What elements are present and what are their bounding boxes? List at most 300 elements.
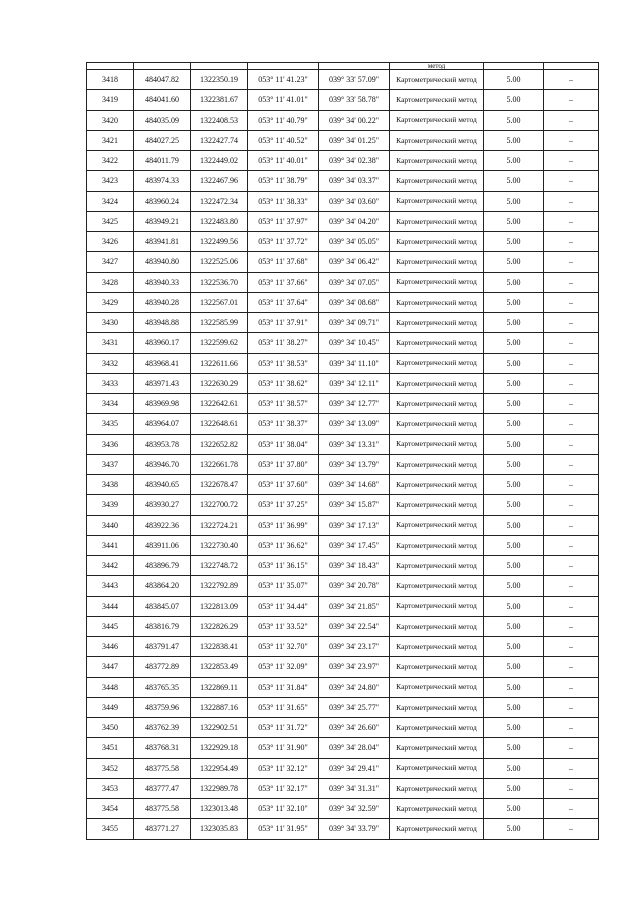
cell-longitude: 039° 34' 32.59" bbox=[319, 799, 390, 819]
cell-note: – bbox=[544, 272, 599, 292]
cell-method: Картометрический метод bbox=[390, 151, 484, 171]
cell-accuracy: 5.00 bbox=[484, 232, 544, 252]
cell-note: – bbox=[544, 637, 599, 657]
cell-longitude: 039° 34' 13.79" bbox=[319, 454, 390, 474]
cell-note: – bbox=[544, 434, 599, 454]
table-row bbox=[87, 110, 599, 130]
cell-x: 483940.80 bbox=[134, 252, 191, 272]
cell-y: 1322381.67 bbox=[191, 90, 248, 110]
cell-x: 483816.79 bbox=[134, 616, 191, 636]
cell-accuracy: 5.00 bbox=[484, 110, 544, 130]
cell-x: 484027.25 bbox=[134, 130, 191, 150]
cell-note: – bbox=[544, 70, 599, 90]
cell-longitude: 039° 34' 03.60" bbox=[319, 191, 390, 211]
cell-latitude: 053° 11' 38.27" bbox=[248, 333, 319, 353]
table-row bbox=[87, 373, 599, 393]
cell-longitude: 039° 34' 14.68" bbox=[319, 475, 390, 495]
cell-latitude: 053° 11' 41.01" bbox=[248, 90, 319, 110]
coordinates-sheet bbox=[86, 62, 598, 840]
cell-latitude: 053° 11' 35.07" bbox=[248, 576, 319, 596]
cell-y bbox=[191, 63, 248, 70]
cell-method: Картометрический метод bbox=[390, 677, 484, 697]
cell-note: – bbox=[544, 211, 599, 231]
cell-note: – bbox=[544, 475, 599, 495]
cell-longitude: 039° 34' 17.45" bbox=[319, 535, 390, 555]
cell-accuracy: 5.00 bbox=[484, 637, 544, 657]
cell-y: 1322427.74 bbox=[191, 130, 248, 150]
cell-y: 1322902.51 bbox=[191, 718, 248, 738]
cell-number: 3450 bbox=[87, 718, 134, 738]
cell-y: 1322449.02 bbox=[191, 151, 248, 171]
table-row bbox=[87, 657, 599, 677]
table-row bbox=[87, 252, 599, 272]
cell-y: 1322678.47 bbox=[191, 475, 248, 495]
cell-latitude: 053° 11' 37.66" bbox=[248, 272, 319, 292]
cell-accuracy: 5.00 bbox=[484, 677, 544, 697]
table-row bbox=[87, 90, 599, 110]
cell-method: Картометрический метод bbox=[390, 556, 484, 576]
cell-number: 3432 bbox=[87, 353, 134, 373]
cell-number: 3430 bbox=[87, 313, 134, 333]
cell-number: 3433 bbox=[87, 373, 134, 393]
cell-x: 483762.39 bbox=[134, 718, 191, 738]
table-row bbox=[87, 778, 599, 798]
cell-longitude: 039° 34' 33.79" bbox=[319, 819, 390, 839]
cell-accuracy: 5.00 bbox=[484, 333, 544, 353]
cell-number: 3434 bbox=[87, 394, 134, 414]
cell-x: 483964.07 bbox=[134, 414, 191, 434]
cell-longitude: 039° 34' 03.37" bbox=[319, 171, 390, 191]
cell-number: 3452 bbox=[87, 758, 134, 778]
cell-method: Картометрический метод bbox=[390, 799, 484, 819]
cell-accuracy: 5.00 bbox=[484, 454, 544, 474]
table-row bbox=[87, 232, 599, 252]
cell-y: 1322748.72 bbox=[191, 556, 248, 576]
cell-note: – bbox=[544, 495, 599, 515]
cell-x: 483968.41 bbox=[134, 353, 191, 373]
cell-method: Картометрический метод bbox=[390, 191, 484, 211]
table-row bbox=[87, 616, 599, 636]
table-row bbox=[87, 718, 599, 738]
cell-longitude: 039° 34' 10.45" bbox=[319, 333, 390, 353]
cell-latitude: 053° 11' 37.68" bbox=[248, 252, 319, 272]
cell-note: – bbox=[544, 778, 599, 798]
cell-accuracy: 5.00 bbox=[484, 373, 544, 393]
cell-longitude bbox=[319, 63, 390, 70]
cell-x: 483765.35 bbox=[134, 677, 191, 697]
table-row bbox=[87, 333, 599, 353]
cell-method: Картометрический метод bbox=[390, 171, 484, 191]
cell-y: 1322853.49 bbox=[191, 657, 248, 677]
cell-accuracy: 5.00 bbox=[484, 292, 544, 312]
cell-x: 483771.27 bbox=[134, 819, 191, 839]
cell-method: Картометрический метод bbox=[390, 252, 484, 272]
cell-y: 1322887.16 bbox=[191, 697, 248, 717]
cell-method: Картометрический метод bbox=[390, 333, 484, 353]
table-row bbox=[87, 353, 599, 373]
cell-method: Картометрический метод bbox=[390, 657, 484, 677]
cell-note: – bbox=[544, 454, 599, 474]
cell-method: Картометрический метод bbox=[390, 292, 484, 312]
cell-number: 3441 bbox=[87, 535, 134, 555]
cell-latitude: 053° 11' 34.44" bbox=[248, 596, 319, 616]
cell-number: 3425 bbox=[87, 211, 134, 231]
table-row bbox=[87, 475, 599, 495]
cell-y: 1322467.96 bbox=[191, 171, 248, 191]
cell-latitude: 053° 11' 36.62" bbox=[248, 535, 319, 555]
cell-number: 3418 bbox=[87, 70, 134, 90]
cell-latitude: 053° 11' 37.80" bbox=[248, 454, 319, 474]
cell-x: 483845.07 bbox=[134, 596, 191, 616]
cell-longitude: 039° 33' 58.78" bbox=[319, 90, 390, 110]
cell-longitude: 039° 34' 22.54" bbox=[319, 616, 390, 636]
cell-latitude bbox=[248, 63, 319, 70]
cell-x: 483864.20 bbox=[134, 576, 191, 596]
cell-y: 1322536.70 bbox=[191, 272, 248, 292]
cell-longitude: 039° 34' 12.11" bbox=[319, 373, 390, 393]
cell-x: 483960.17 bbox=[134, 333, 191, 353]
cell-y: 1322567.01 bbox=[191, 292, 248, 312]
table-row bbox=[87, 495, 599, 515]
cell-y: 1322525.06 bbox=[191, 252, 248, 272]
cell-method: Картометрический метод bbox=[390, 272, 484, 292]
cell-accuracy: 5.00 bbox=[484, 252, 544, 272]
cell-latitude: 053° 11' 40.79" bbox=[248, 110, 319, 130]
cell-method: Картометрический метод bbox=[390, 778, 484, 798]
table-row bbox=[87, 576, 599, 596]
cell-x: 483940.28 bbox=[134, 292, 191, 312]
cell-latitude: 053° 11' 37.97" bbox=[248, 211, 319, 231]
cell-method: метод bbox=[390, 63, 484, 70]
cell-x: 483949.21 bbox=[134, 211, 191, 231]
cell-longitude: 039° 34' 23.97" bbox=[319, 657, 390, 677]
cell-accuracy: 5.00 bbox=[484, 596, 544, 616]
cell-method: Картометрический метод bbox=[390, 454, 484, 474]
continuation-row bbox=[87, 63, 599, 70]
cell-y: 1322792.89 bbox=[191, 576, 248, 596]
cell-latitude: 053° 11' 37.60" bbox=[248, 475, 319, 495]
table-row bbox=[87, 758, 599, 778]
table-row bbox=[87, 313, 599, 333]
cell-y: 1322408.53 bbox=[191, 110, 248, 130]
cell-accuracy: 5.00 bbox=[484, 515, 544, 535]
cell-note: – bbox=[544, 110, 599, 130]
cell-number: 3445 bbox=[87, 616, 134, 636]
cell-latitude: 053° 11' 38.57" bbox=[248, 394, 319, 414]
cell-number: 3431 bbox=[87, 333, 134, 353]
cell-method: Картометрический метод bbox=[390, 758, 484, 778]
cell-x: 483940.65 bbox=[134, 475, 191, 495]
cell-accuracy: 5.00 bbox=[484, 778, 544, 798]
table-row bbox=[87, 151, 599, 171]
cell-method: Картометрический метод bbox=[390, 232, 484, 252]
cell-method: Картометрический метод bbox=[390, 373, 484, 393]
cell-latitude: 053° 11' 32.12" bbox=[248, 758, 319, 778]
cell-number: 3447 bbox=[87, 657, 134, 677]
cell-latitude: 053° 11' 41.23" bbox=[248, 70, 319, 90]
cell-latitude: 053° 11' 32.09" bbox=[248, 657, 319, 677]
cell-number: 3453 bbox=[87, 778, 134, 798]
cell-latitude: 053° 11' 37.25" bbox=[248, 495, 319, 515]
cell-number: 3451 bbox=[87, 738, 134, 758]
cell-longitude: 039° 34' 15.87" bbox=[319, 495, 390, 515]
cell-accuracy: 5.00 bbox=[484, 313, 544, 333]
cell-note: – bbox=[544, 556, 599, 576]
cell-latitude: 053° 11' 31.90" bbox=[248, 738, 319, 758]
cell-x: 483768.31 bbox=[134, 738, 191, 758]
cell-method: Картометрический метод bbox=[390, 576, 484, 596]
cell-x: 483775.58 bbox=[134, 799, 191, 819]
cell-number: 3428 bbox=[87, 272, 134, 292]
cell-y: 1322661.78 bbox=[191, 454, 248, 474]
cell-longitude: 039° 34' 18.43" bbox=[319, 556, 390, 576]
table-row bbox=[87, 454, 599, 474]
cell-method: Картометрический метод bbox=[390, 110, 484, 130]
cell-note: – bbox=[544, 130, 599, 150]
cell-method: Картометрический метод bbox=[390, 353, 484, 373]
cell-accuracy: 5.00 bbox=[484, 799, 544, 819]
cell-longitude: 039° 34' 25.77" bbox=[319, 697, 390, 717]
cell-longitude: 039° 34' 26.60" bbox=[319, 718, 390, 738]
cell-method: Картометрический метод bbox=[390, 616, 484, 636]
cell-note: – bbox=[544, 232, 599, 252]
cell-longitude: 039° 34' 24.80" bbox=[319, 677, 390, 697]
cell-longitude: 039° 34' 06.42" bbox=[319, 252, 390, 272]
cell-x: 484035.09 bbox=[134, 110, 191, 130]
cell-accuracy: 5.00 bbox=[484, 211, 544, 231]
cell-longitude: 039° 34' 21.85" bbox=[319, 596, 390, 616]
table-row bbox=[87, 191, 599, 211]
cell-y: 1322499.56 bbox=[191, 232, 248, 252]
cell-x: 484041.60 bbox=[134, 90, 191, 110]
cell-number: 3448 bbox=[87, 677, 134, 697]
cell-longitude: 039° 34' 02.38" bbox=[319, 151, 390, 171]
cell-longitude: 039° 34' 11.10" bbox=[319, 353, 390, 373]
cell-y: 1322472.34 bbox=[191, 191, 248, 211]
cell-x: 483930.27 bbox=[134, 495, 191, 515]
cell-x: 483791.47 bbox=[134, 637, 191, 657]
cell-y: 1322599.62 bbox=[191, 333, 248, 353]
cell-longitude: 039° 34' 04.20" bbox=[319, 211, 390, 231]
cell-latitude: 053° 11' 31.95" bbox=[248, 819, 319, 839]
cell-y: 1322869.11 bbox=[191, 677, 248, 697]
cell-y: 1322813.09 bbox=[191, 596, 248, 616]
cell-note: – bbox=[544, 718, 599, 738]
cell-longitude: 039° 34' 07.05" bbox=[319, 272, 390, 292]
cell-y: 1322585.99 bbox=[191, 313, 248, 333]
cell-y: 1322724.21 bbox=[191, 515, 248, 535]
cell-note: – bbox=[544, 292, 599, 312]
cell-y: 1322954.49 bbox=[191, 758, 248, 778]
cell-longitude: 039° 34' 29.41" bbox=[319, 758, 390, 778]
cell-number: 3419 bbox=[87, 90, 134, 110]
cell-number: 3443 bbox=[87, 576, 134, 596]
cell-x: 483911.06 bbox=[134, 535, 191, 555]
cell-number: 3446 bbox=[87, 637, 134, 657]
cell-x: 484011.79 bbox=[134, 151, 191, 171]
table-row bbox=[87, 677, 599, 697]
cell-x: 483775.58 bbox=[134, 758, 191, 778]
cell-number: 3442 bbox=[87, 556, 134, 576]
cell-latitude: 053° 11' 31.84" bbox=[248, 677, 319, 697]
cell-accuracy: 5.00 bbox=[484, 70, 544, 90]
cell-latitude: 053° 11' 37.64" bbox=[248, 292, 319, 312]
cell-longitude: 039° 34' 23.17" bbox=[319, 637, 390, 657]
cell-method: Картометрический метод bbox=[390, 637, 484, 657]
cell-method: Картометрический метод bbox=[390, 211, 484, 231]
cell-note: – bbox=[544, 758, 599, 778]
table-row bbox=[87, 515, 599, 535]
cell-x bbox=[134, 63, 191, 70]
cell-accuracy: 5.00 bbox=[484, 191, 544, 211]
cell-latitude: 053° 11' 38.79" bbox=[248, 171, 319, 191]
cell-x: 483974.33 bbox=[134, 171, 191, 191]
cell-number: 3437 bbox=[87, 454, 134, 474]
cell-number: 3439 bbox=[87, 495, 134, 515]
table-row bbox=[87, 272, 599, 292]
cell-latitude: 053° 11' 33.52" bbox=[248, 616, 319, 636]
cell-method: Картометрический метод bbox=[390, 394, 484, 414]
cell-accuracy: 5.00 bbox=[484, 697, 544, 717]
cell-accuracy: 5.00 bbox=[484, 130, 544, 150]
table-row bbox=[87, 535, 599, 555]
cell-longitude: 039° 34' 31.31" bbox=[319, 778, 390, 798]
cell-accuracy: 5.00 bbox=[484, 171, 544, 191]
cell-y: 1322483.80 bbox=[191, 211, 248, 231]
cell-x: 483772.89 bbox=[134, 657, 191, 677]
cell-longitude: 039° 34' 28.04" bbox=[319, 738, 390, 758]
cell-longitude: 039° 34' 01.25" bbox=[319, 130, 390, 150]
cell-number: 3438 bbox=[87, 475, 134, 495]
cell-method: Картометрический метод bbox=[390, 495, 484, 515]
cell-longitude: 039° 34' 13.09" bbox=[319, 414, 390, 434]
cell-note: – bbox=[544, 616, 599, 636]
table-row bbox=[87, 211, 599, 231]
cell-latitude: 053° 11' 38.37" bbox=[248, 414, 319, 434]
table-row bbox=[87, 70, 599, 90]
cell-latitude: 053° 11' 32.17" bbox=[248, 778, 319, 798]
cell-note: – bbox=[544, 353, 599, 373]
cell-y: 1322700.72 bbox=[191, 495, 248, 515]
cell-note: – bbox=[544, 535, 599, 555]
cell-method: Картометрический метод bbox=[390, 434, 484, 454]
cell-x: 483896.79 bbox=[134, 556, 191, 576]
cell-latitude: 053° 11' 38.33" bbox=[248, 191, 319, 211]
cell-y: 1322929.18 bbox=[191, 738, 248, 758]
table-row bbox=[87, 596, 599, 616]
cell-note: – bbox=[544, 191, 599, 211]
cell-x: 483969.98 bbox=[134, 394, 191, 414]
cell-latitude: 053° 11' 31.72" bbox=[248, 718, 319, 738]
cell-note: – bbox=[544, 677, 599, 697]
cell-note: – bbox=[544, 151, 599, 171]
cell-longitude: 039° 34' 05.05" bbox=[319, 232, 390, 252]
cell-y: 1322652.82 bbox=[191, 434, 248, 454]
cell-accuracy: 5.00 bbox=[484, 90, 544, 110]
cell-x: 483948.88 bbox=[134, 313, 191, 333]
cell-note: – bbox=[544, 414, 599, 434]
cell-method: Картометрический метод bbox=[390, 130, 484, 150]
cell-number: 3435 bbox=[87, 414, 134, 434]
cell-number: 3455 bbox=[87, 819, 134, 839]
cell-accuracy bbox=[484, 63, 544, 70]
coordinates-table bbox=[86, 62, 599, 840]
cell-x: 483777.47 bbox=[134, 778, 191, 798]
cell-x: 483960.24 bbox=[134, 191, 191, 211]
cell-accuracy: 5.00 bbox=[484, 495, 544, 515]
cell-accuracy: 5.00 bbox=[484, 616, 544, 636]
cell-x: 483971.43 bbox=[134, 373, 191, 393]
table-row bbox=[87, 434, 599, 454]
cell-number: 3454 bbox=[87, 799, 134, 819]
cell-note: – bbox=[544, 697, 599, 717]
cell-method: Картометрический метод bbox=[390, 90, 484, 110]
cell-latitude: 053° 11' 38.53" bbox=[248, 353, 319, 373]
cell-longitude: 039° 33' 57.09" bbox=[319, 70, 390, 90]
cell-number: 3429 bbox=[87, 292, 134, 312]
cell-note: – bbox=[544, 394, 599, 414]
cell-accuracy: 5.00 bbox=[484, 353, 544, 373]
cell-latitude: 053° 11' 40.52" bbox=[248, 130, 319, 150]
cell-y: 1322611.66 bbox=[191, 353, 248, 373]
cell-number: 3449 bbox=[87, 697, 134, 717]
cell-note: – bbox=[544, 313, 599, 333]
cell-method: Картометрический метод bbox=[390, 819, 484, 839]
cell-method: Картометрический метод bbox=[390, 313, 484, 333]
cell-accuracy: 5.00 bbox=[484, 758, 544, 778]
cell-method: Картометрический метод bbox=[390, 535, 484, 555]
cell-x: 484047.82 bbox=[134, 70, 191, 90]
cell-latitude: 053° 11' 32.10" bbox=[248, 799, 319, 819]
cell-note: – bbox=[544, 596, 599, 616]
table-row bbox=[87, 556, 599, 576]
cell-note: – bbox=[544, 657, 599, 677]
cell-note bbox=[544, 63, 599, 70]
cell-note: – bbox=[544, 373, 599, 393]
cell-accuracy: 5.00 bbox=[484, 151, 544, 171]
table-row bbox=[87, 799, 599, 819]
table-row bbox=[87, 637, 599, 657]
cell-y: 1323035.83 bbox=[191, 819, 248, 839]
cell-y: 1322838.41 bbox=[191, 637, 248, 657]
cell-longitude: 039° 34' 12.77" bbox=[319, 394, 390, 414]
cell-number: 3421 bbox=[87, 130, 134, 150]
cell-latitude: 053° 11' 32.70" bbox=[248, 637, 319, 657]
cell-accuracy: 5.00 bbox=[484, 394, 544, 414]
cell-accuracy: 5.00 bbox=[484, 434, 544, 454]
table-row bbox=[87, 394, 599, 414]
cell-accuracy: 5.00 bbox=[484, 475, 544, 495]
cell-longitude: 039° 34' 00.22" bbox=[319, 110, 390, 130]
cell-number bbox=[87, 63, 134, 70]
cell-y: 1322826.29 bbox=[191, 616, 248, 636]
cell-method: Картометрический метод bbox=[390, 596, 484, 616]
cell-method: Картометрический метод bbox=[390, 718, 484, 738]
cell-method: Картометрический метод bbox=[390, 70, 484, 90]
cell-latitude: 053° 11' 36.99" bbox=[248, 515, 319, 535]
cell-y: 1322630.29 bbox=[191, 373, 248, 393]
cell-method: Картометрический метод bbox=[390, 515, 484, 535]
cell-longitude: 039° 34' 20.78" bbox=[319, 576, 390, 596]
cell-method: Картометрический метод bbox=[390, 738, 484, 758]
cell-note: – bbox=[544, 799, 599, 819]
table-row bbox=[87, 414, 599, 434]
cell-number: 3440 bbox=[87, 515, 134, 535]
cell-latitude: 053° 11' 36.15" bbox=[248, 556, 319, 576]
cell-y: 1322648.61 bbox=[191, 414, 248, 434]
table-row bbox=[87, 738, 599, 758]
cell-latitude: 053° 11' 37.91" bbox=[248, 313, 319, 333]
